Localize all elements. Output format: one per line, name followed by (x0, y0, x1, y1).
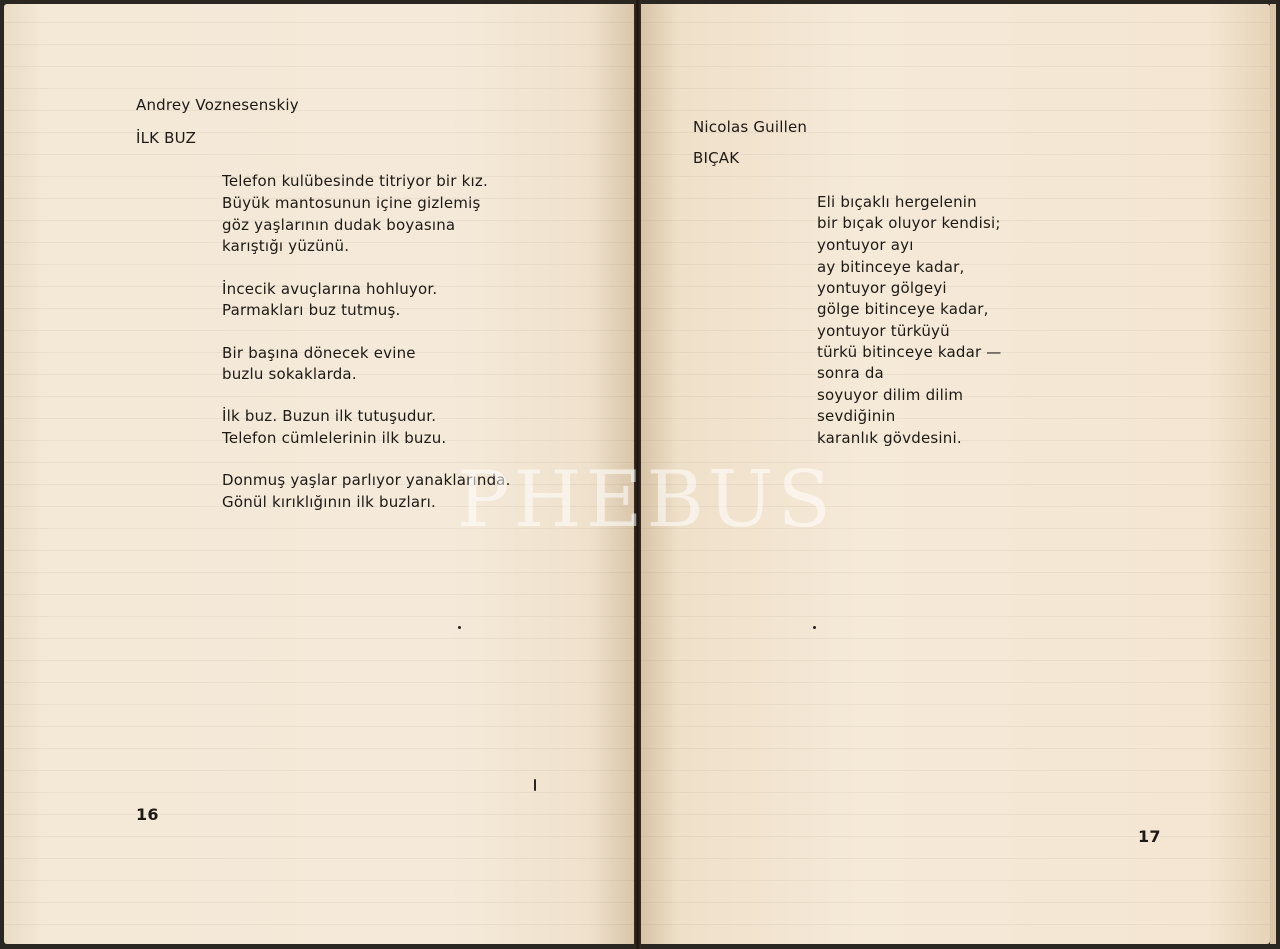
show-through-texture (641, 4, 1270, 944)
book-spine (634, 0, 641, 949)
left-poem-line: karıştığı yüzünü. (222, 237, 350, 255)
left-poem-line: Parmakları buz tutmuş. (222, 301, 401, 319)
paper-speck (458, 626, 461, 629)
right-page (641, 4, 1270, 944)
right-page-number: 17 (1138, 827, 1161, 846)
left-poem-line: Donmuş yaşlar parlıyor yanaklarında. (222, 471, 511, 489)
right-poem-line: karanlık gövdesini. (817, 429, 962, 447)
right-poem-line: sonra da (817, 364, 884, 382)
left-poem-author: Andrey Voznesenskiy (136, 96, 299, 114)
left-poem-line: buzlu sokaklarda. (222, 365, 357, 383)
left-page-number: 16 (136, 805, 159, 824)
right-poem-title: BIÇAK (693, 149, 740, 167)
right-poem-line: yontuyor ayı (817, 236, 914, 254)
paper-mark (534, 779, 536, 791)
page-edges (1270, 4, 1276, 944)
left-poem-line: İlk buz. Buzun ilk tutuşudur. (222, 407, 437, 425)
paper-speck (813, 626, 816, 629)
right-poem-line: türkü bitinceye kadar — (817, 343, 1002, 361)
right-poem-line: Eli bıçaklı hergelenin (817, 193, 977, 211)
left-poem-line: göz yaşlarının dudak boyasına (222, 216, 456, 234)
left-poem-title: İLK BUZ (136, 129, 197, 147)
right-poem-line: yontuyor gölgeyi (817, 279, 947, 297)
right-poem-line: ay bitinceye kadar, (817, 258, 965, 276)
watermark-text: PHEBUS (457, 455, 835, 545)
right-poem-line: sevdiğinin (817, 407, 896, 425)
left-poem-line: İncecik avuçlarına hohluyor. (222, 280, 438, 298)
right-poem-line: soyuyor dilim dilim (817, 386, 964, 404)
right-poem-line: gölge bitinceye kadar, (817, 300, 989, 318)
right-poem-line: bir bıçak oluyor kendisi; (817, 214, 1001, 232)
right-poem-author: Nicolas Guillen (693, 118, 808, 136)
left-page (4, 4, 634, 944)
left-poem-line: Telefon cümlelerinin ilk buzu. (222, 429, 447, 447)
left-poem-line: Telefon kulübesinde titriyor bir kız. (222, 172, 488, 190)
left-poem-line: Bir başına dönecek evine (222, 344, 416, 362)
left-poem-line: Gönül kırıklığının ilk buzları. (222, 493, 436, 511)
left-poem-line: Büyük mantosunun içine gizlemiş (222, 194, 481, 212)
right-poem-line: yontuyor türküyü (817, 322, 950, 340)
